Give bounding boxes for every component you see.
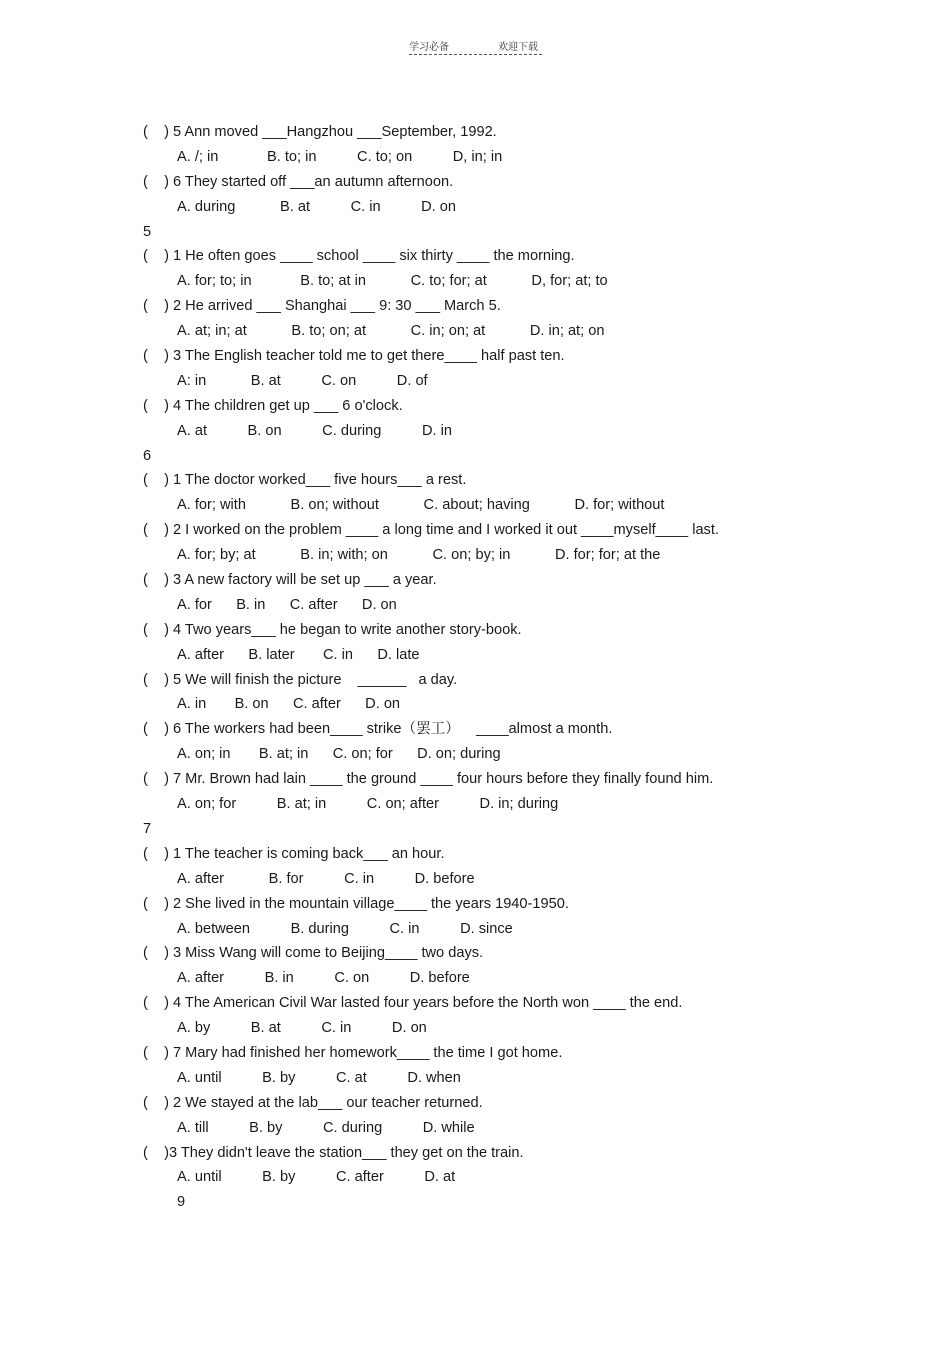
question-line: ( ) 3 Miss Wang will come to Beijing____ two days. <box>143 945 484 962</box>
answer-options: A. for; to; in B. to; at in C. to; for; at D, for; at; to <box>177 273 608 290</box>
question-line: ( ) 5 Ann moved ___Hangzhou ___September, 1992. <box>143 124 497 140</box>
question-line: ( ) 2 She lived in the mountain village____ the years 1940-1950. <box>143 895 569 912</box>
question-line: ( ) 3 A new factory will be set up ___ a year. <box>143 572 437 589</box>
question-line: ( ) 2 I worked on the problem ____ a long time and I worked it out ____myself____ last. <box>143 522 719 539</box>
header-divider <box>409 54 542 55</box>
answer-options: A. after B. for C. in D. before <box>177 870 475 887</box>
section-number: 9 <box>177 1194 186 1211</box>
answer-options: A: in B. at C. on D. of <box>177 372 428 389</box>
answer-options: A. on; for B. at; in C. on; after D. in; during <box>177 796 559 813</box>
question-line: ( ) 3 The English teacher told me to get there____ half past ten. <box>143 348 565 365</box>
question-line: ( ) 4 The children get up ___ 6 o'clock. <box>143 397 403 414</box>
question-line: ( ) 1 The doctor worked___ five hours___ a rest. <box>143 472 467 489</box>
header-left-text: 学习必备 <box>409 42 449 53</box>
answer-options: A. after B. later C. in D. late <box>177 646 420 663</box>
question-line: ( ) 2 He arrived ___ Shanghai ___ 9: 30 ___ March 5. <box>143 298 501 315</box>
question-line: ( ) 1 He often goes ____ school ____ six thirty ____ the morning. <box>143 248 575 265</box>
page-header <box>409 38 542 56</box>
section-number: 6 <box>143 447 152 464</box>
answer-options: A. at B. on C. during D. in <box>177 422 452 439</box>
answer-options: A. between B. during C. in D. since <box>177 920 513 937</box>
answer-options: A. for; with B. on; without C. about; having D. for; without <box>177 497 665 514</box>
section-number: 7 <box>143 820 152 837</box>
answer-options: A. till B. by C. during D. while <box>177 1119 475 1136</box>
question-line: ( ) 4 The American Civil War lasted four years before the North won ____ the end. <box>143 995 683 1012</box>
question-line: ( ) 4 Two years___ he began to write another story-book. <box>143 621 522 638</box>
answer-options: A. for; by; at B. in; with; on C. on; by; in D. for; for; at the <box>177 547 661 564</box>
question-line: ( )3 They didn't leave the station___ they get on the train. <box>143 1144 524 1161</box>
answer-options: A. at; in; at B. to; on; at C. in; on; at D. in; at; on <box>177 323 605 340</box>
answer-options: A. after B. in C. on D. before <box>177 970 470 987</box>
question-line: ( ) 7 Mr. Brown had lain ____ the ground ____ four hours before they finally found him. <box>143 771 714 788</box>
question-line: ( ) 6 They started off ___an autumn afternoon. <box>143 173 454 190</box>
answer-options: A. for B. in C. after D. on <box>177 596 397 613</box>
question-line: ( ) 6 The workers had been____ strike（罢工） ____almost a month. <box>143 721 613 738</box>
answer-options: A. during B. at C. in D. on <box>177 198 457 215</box>
answer-options: A. until B. by C. at D. when <box>177 1069 461 1086</box>
section-number: 5 <box>143 223 152 240</box>
exercise-content <box>143 120 923 1215</box>
answer-options: A. in B. on C. after D. on <box>177 696 401 713</box>
answer-options: A. until B. by C. after D. at <box>177 1169 456 1186</box>
answer-options: A. by B. at C. in D. on <box>177 1020 427 1037</box>
question-line: ( ) 5 We will finish the picture ______ a day. <box>143 671 458 688</box>
question-line: ( ) 1 The teacher is coming back___ an hour. <box>143 845 445 862</box>
header-right-text: 欢迎下载 <box>498 42 538 53</box>
question-line: ( ) 2 We stayed at the lab___ our teacher returned. <box>143 1094 483 1111</box>
question-line: ( ) 7 Mary had finished her homework____ the time I got home. <box>143 1044 563 1061</box>
answer-options: A. /; in B. to; in C. to; on D, in; in <box>177 148 503 165</box>
answer-options: A. on; in B. at; in C. on; for D. on; during <box>177 746 501 763</box>
